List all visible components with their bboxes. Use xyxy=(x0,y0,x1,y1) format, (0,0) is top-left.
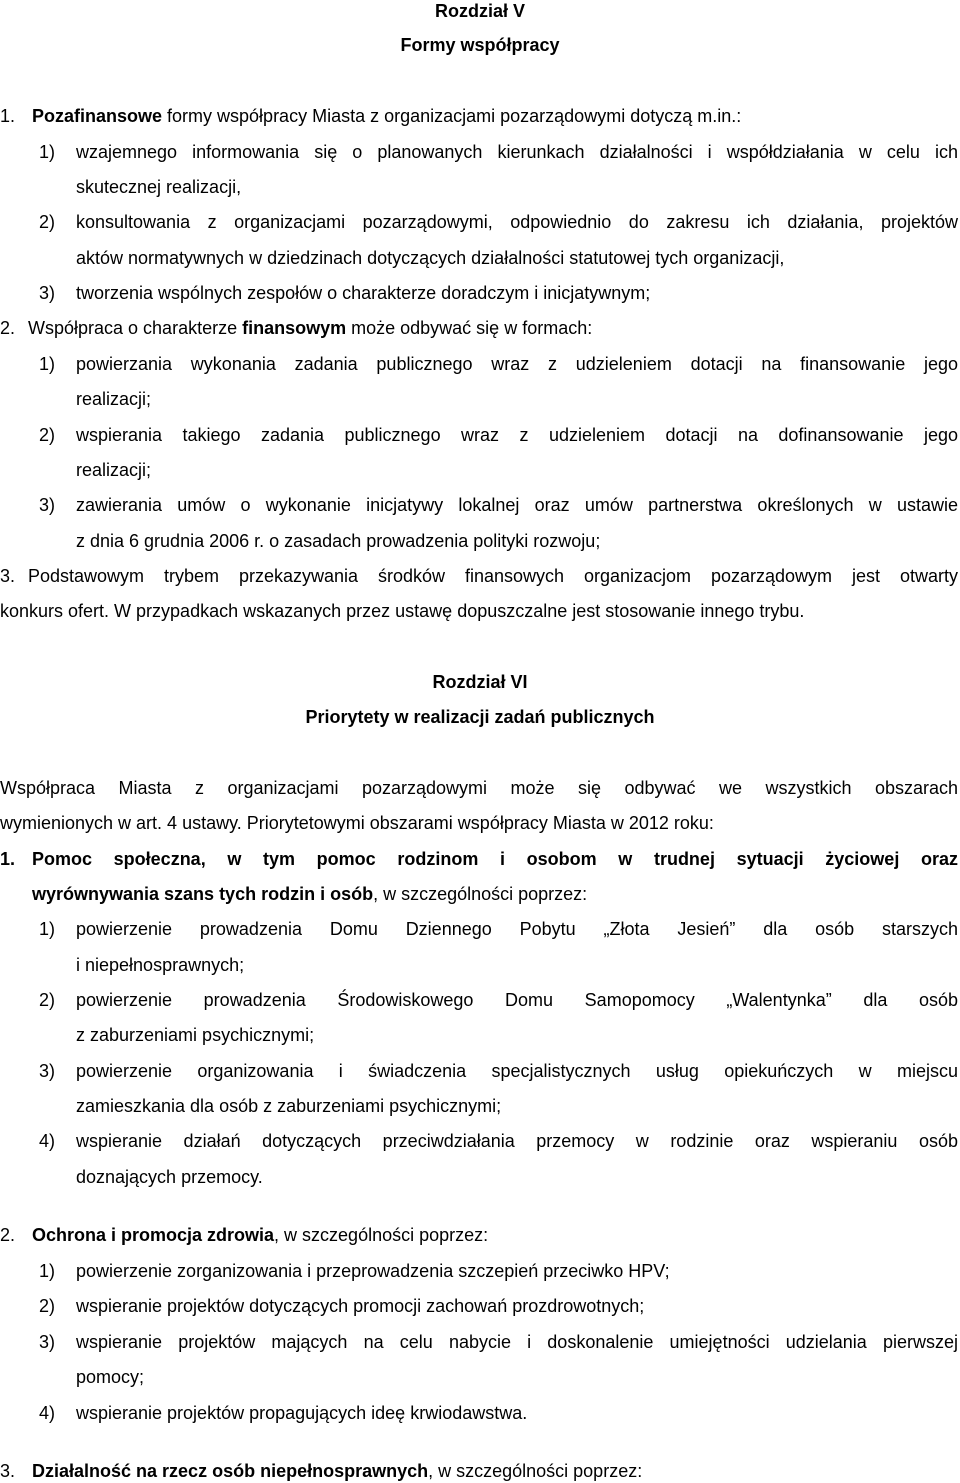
list-item-number: 1) xyxy=(39,354,56,374)
list-item-number: 4) xyxy=(39,1131,56,1151)
chapter-title: Rozdział VI xyxy=(432,672,528,692)
paragraph-2-bold: finansowym xyxy=(242,318,347,338)
section-1-heading: Pomoc społeczna, w tym pomoc rodzinom i osobom w trudnej sytuacji życiowej oraz xyxy=(32,849,958,869)
section-3-number: 3. xyxy=(0,1461,16,1481)
list-item-number: 3) xyxy=(39,1061,56,1081)
list-item-number: 3) xyxy=(39,283,56,303)
list-item-continuation: realizacji; xyxy=(76,460,152,480)
intro-text: Współpraca Miasta z organizacjami pozarządowymi może się odbywać we wszystkich obszarach xyxy=(0,778,958,798)
list-item-text: wspieranie projektów mających na celu nabycie i doskonalenie umiejętności udzielania pierwszej xyxy=(76,1332,958,1352)
list-item-text: wzajemnego informowania się o planowanych kierunkach działalności i współdziałania w celu ich xyxy=(76,142,958,162)
list-item-number: 1) xyxy=(39,142,56,162)
paragraph-1-bold: Pozafinansowe xyxy=(32,106,163,126)
section-3-post: , w szczególności poprzez: xyxy=(428,1461,643,1481)
section-1-heading-continuation xyxy=(32,883,587,905)
list-item-text: powierzenie organizowania i świadczenia specjalistycznych usług opiekuńczych w miejscu xyxy=(76,1061,958,1081)
list-item-continuation: zamieszkania dla osób z zaburzeniami psychicznymi; xyxy=(76,1096,502,1116)
paragraph-2-pre: Współpraca o charakterze xyxy=(28,318,243,338)
paragraph-3-continuation: konkurs ofert. W przypadkach wskazanych przez ustawę dopuszczalne jest stosowanie innego trybu. xyxy=(0,601,805,621)
chapter-subtitle: Priorytety w realizacji zadań publicznych xyxy=(305,707,655,727)
section-3-bold: Działalność na rzecz osób niepełnosprawnych xyxy=(32,1461,429,1481)
list-item-number: 3) xyxy=(39,495,56,515)
section-2-bold: Ochrona i promocja zdrowia xyxy=(32,1225,275,1245)
list-item-continuation: z zaburzeniami psychicznymi; xyxy=(76,1025,315,1045)
paragraph-1-heading xyxy=(32,105,741,127)
list-item-number: 4) xyxy=(39,1403,56,1423)
list-item-text: powierzenie prowadzenia Środowiskowego Domu Samopomocy „Walentynka” dla osób xyxy=(76,990,958,1010)
section-2-heading xyxy=(32,1224,488,1246)
paragraph-3-number: 3. xyxy=(0,566,16,586)
section-1-number: 1. xyxy=(0,849,16,869)
list-item-number: 2) xyxy=(39,212,56,232)
section-2-number: 2. xyxy=(0,1225,16,1245)
list-item-text: wspieranie działań dotyczących przeciwdziałania przemocy w rodzinie oraz wspieraniu osób xyxy=(76,1131,958,1151)
section-1-bold: wyrównywania szans tych rodzin i osób xyxy=(32,884,374,904)
list-item-text: konsultowania z organizacjami pozarządowymi, odpowiednio do zakresu ich działania, projektów xyxy=(76,212,958,232)
section-3-heading xyxy=(32,1460,642,1482)
list-item-number: 2) xyxy=(39,425,56,445)
list-item-continuation: z dnia 6 grudnia 2006 r. o zasadach prowadzenia polityki rozwoju; xyxy=(76,531,601,551)
paragraph-1-number: 1. xyxy=(0,106,16,126)
section-2-post: , w szczególności poprzez: xyxy=(274,1225,489,1245)
list-item-number: 2) xyxy=(39,990,56,1010)
section-1-post: , w szczególności poprzez: xyxy=(373,884,588,904)
chapter-subtitle: Formy współpracy xyxy=(400,35,560,55)
paragraph-1-text: formy współpracy Miasta z organizacjami pozarządowymi dotyczą m.in.: xyxy=(162,106,742,126)
list-item-number: 3) xyxy=(39,1332,56,1352)
list-item-number: 1) xyxy=(39,1261,56,1281)
list-item-text: wspieranie projektów propagujących ideę krwiodawstwa. xyxy=(76,1403,528,1423)
paragraph-2-heading xyxy=(28,317,592,339)
list-item-continuation: i niepełnosprawnych; xyxy=(76,955,245,975)
paragraph-3-text: Podstawowym trybem przekazywania środków finansowych organizacjom pozarządowym jest otwarty xyxy=(28,566,958,586)
paragraph-2-post: może odbywać się w formach: xyxy=(346,318,593,338)
list-item-text: powierzania wykonania zadania publicznego wraz z udzieleniem dotacji na finansowanie jego xyxy=(76,354,958,374)
list-item-text: wspieranie projektów dotyczących promocji zachowań prozdrowotnych; xyxy=(76,1296,645,1316)
list-item-continuation: doznających przemocy. xyxy=(76,1167,263,1187)
intro-continuation: wymienionych w art. 4 ustawy. Priorytetowymi obszarami współpracy Miasta w 2012 roku: xyxy=(0,813,714,833)
list-item-text: zawierania umów o wykonanie inicjatywy lokalnej oraz umów partnerstwa określonych w ustawie xyxy=(76,495,958,515)
list-item-text: wspierania takiego zadania publicznego wraz z udzieleniem dotacji na dofinansowanie jego xyxy=(76,425,958,445)
list-item-number: 2) xyxy=(39,1296,56,1316)
list-item-continuation: skutecznej realizacji, xyxy=(76,177,242,197)
list-item-text: tworzenia wspólnych zespołów o charakterze doradczym i inicjatywnym; xyxy=(76,283,651,303)
paragraph-2-number: 2. xyxy=(0,318,16,338)
list-item-continuation: pomocy; xyxy=(76,1367,145,1387)
list-item-text: powierzenie prowadzenia Domu Dziennego Pobytu „Złota Jesień” dla osób starszych xyxy=(76,919,958,939)
list-item-text: powierzenie zorganizowania i przeprowadzenia szczepień przeciwko HPV; xyxy=(76,1261,670,1281)
list-item-number: 1) xyxy=(39,919,56,939)
chapter-title: Rozdział V xyxy=(434,1,525,21)
list-item-continuation: aktów normatywnych w dziedzinach dotyczących działalności statutowej tych organizacji, xyxy=(76,248,785,268)
list-item-continuation: realizacji; xyxy=(76,389,152,409)
